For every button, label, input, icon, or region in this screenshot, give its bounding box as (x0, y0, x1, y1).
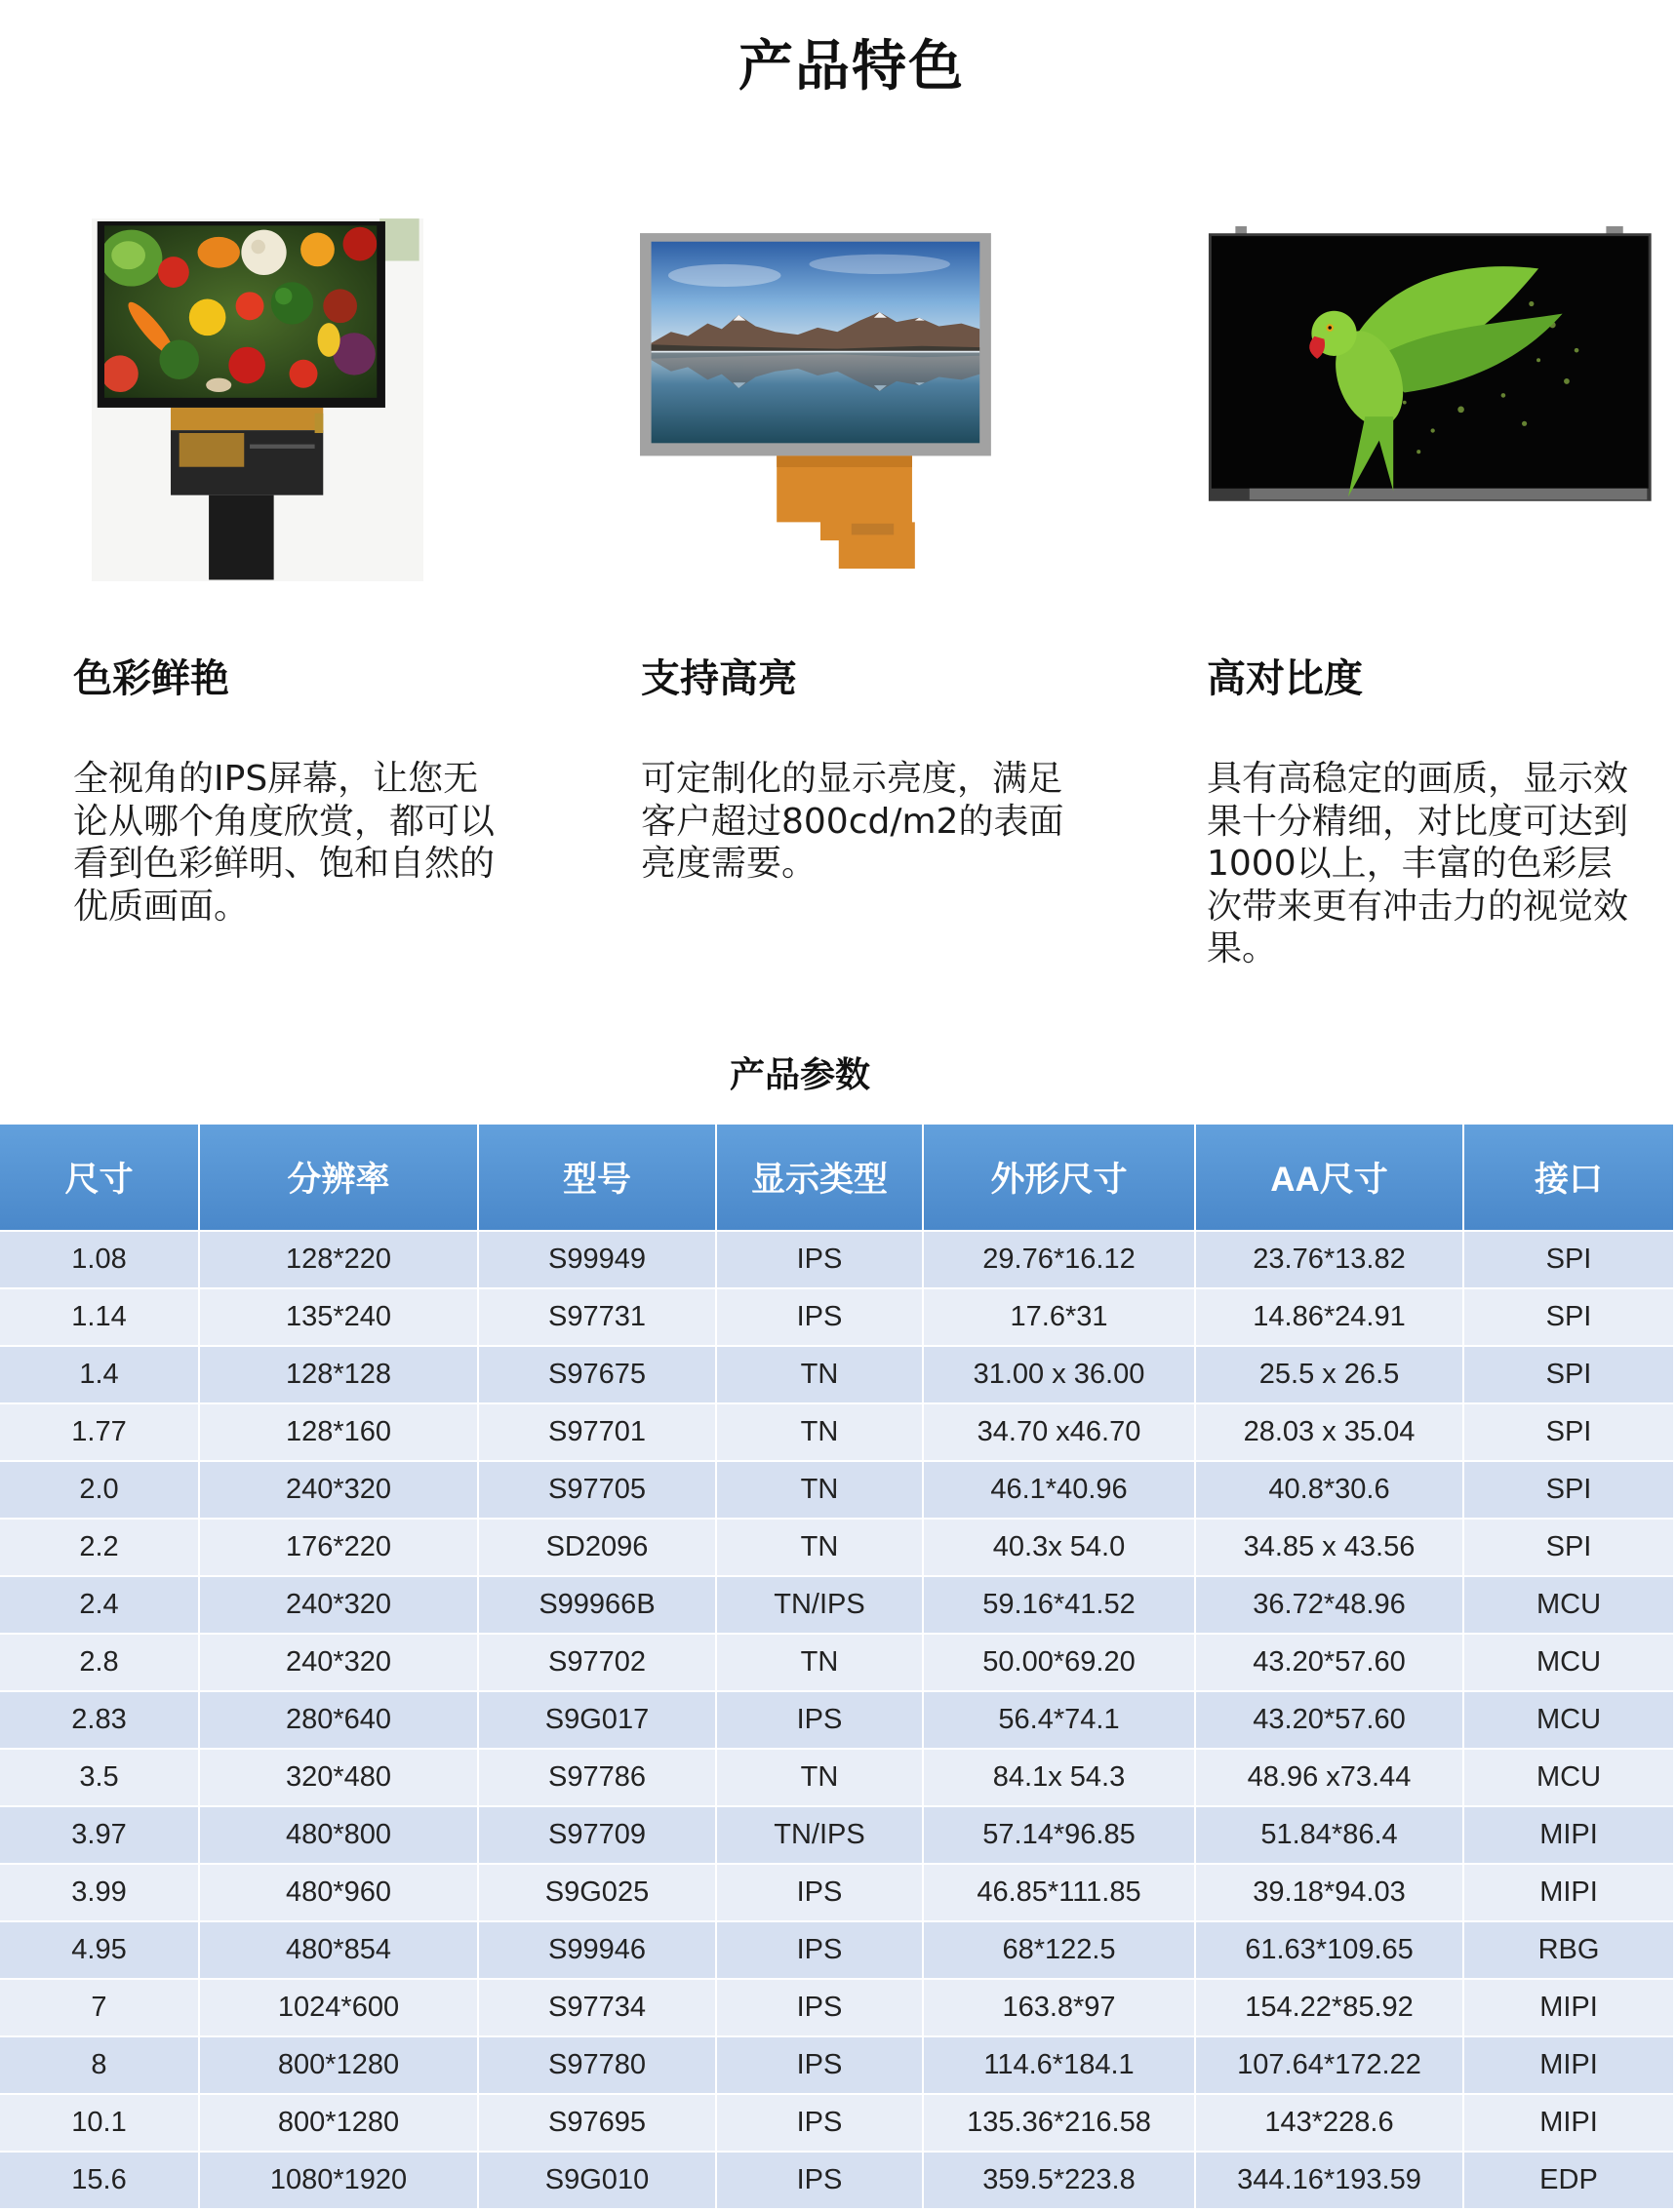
table-cell: 114.6*184.1 (924, 2037, 1196, 2093)
table-cell: 39.18*94.03 (1196, 1865, 1464, 1920)
table-row (0, 1863, 1673, 1920)
table-cell: TN (717, 1635, 924, 1690)
table-cell: 34.85 x 43.56 (1196, 1520, 1464, 1575)
table-cell: 57.14*96.85 (924, 1807, 1196, 1863)
lcd-module-image-brightness (640, 233, 1014, 572)
description-line: 果十分精细，对比度可达到 (1207, 801, 1629, 842)
lcd-module-image-color (92, 218, 423, 581)
table-cell: 1.08 (0, 1232, 200, 1287)
table-cell: IPS (717, 1980, 924, 2035)
table-row (0, 1748, 1673, 1805)
table-cell: IPS (717, 1865, 924, 1920)
table-cell: 15.6 (0, 2153, 200, 2208)
table-cell: 800*1280 (200, 2095, 479, 2151)
table-cell: 359.5*223.8 (924, 2153, 1196, 2208)
table-cell: 480*800 (200, 1807, 479, 1863)
params-table (0, 1125, 1673, 2208)
table-cell: S97675 (479, 1347, 717, 1402)
table-cell: TN/IPS (717, 1807, 924, 1863)
table-cell: 1.77 (0, 1404, 200, 1460)
table-row (0, 1287, 1673, 1345)
table-cell: 128*220 (200, 1232, 479, 1287)
feature-description (73, 758, 495, 928)
table-cell: MIPI (1539, 1876, 1598, 1908)
description-line: 论从哪个角度欣赏，都可以 (73, 801, 496, 842)
table-cell: 46.1*40.96 (924, 1462, 1196, 1518)
table-cell: SPI (1545, 1416, 1592, 1447)
table-cell: S99949 (479, 1232, 717, 1287)
table-row (0, 2035, 1673, 2093)
table-cell: 14.86*24.91 (1196, 1289, 1464, 1345)
table-cell: IPS (717, 2153, 924, 2208)
description-line: 看到色彩鲜明、饱和自然的 (73, 844, 496, 884)
table-cell: SPI (1545, 1244, 1592, 1275)
table-cell: RBG (1537, 1934, 1600, 1965)
table-row (0, 1575, 1673, 1633)
table-cell: 128*128 (200, 1347, 479, 1402)
header-cell-active-area: AA尺寸 (1196, 1125, 1464, 1230)
description-line: 亮度需要。 (641, 844, 818, 884)
table-cell: SPI (1545, 1474, 1592, 1505)
table-cell: S9G017 (479, 1692, 717, 1748)
table-cell: 3.97 (0, 1807, 200, 1863)
table-row (0, 1920, 1673, 1978)
table-row (0, 1690, 1673, 1748)
table-cell: 2.4 (0, 1577, 200, 1633)
table-cell: MCU (1536, 1589, 1602, 1620)
feature-heading: 色彩鲜艳 (73, 656, 229, 701)
table-row (0, 1518, 1673, 1575)
header-cell-display-type: 显示类型 (717, 1125, 924, 1230)
table-cell: MIPI (1539, 2049, 1598, 2080)
feature-brightness (641, 655, 1063, 886)
feature-heading: 支持高亮 (641, 656, 797, 701)
table-cell: S97709 (479, 1807, 717, 1863)
table-cell: 320*480 (200, 1750, 479, 1805)
table-cell: 143*228.6 (1196, 2095, 1464, 2151)
description-line: 客户超过800cd/m2的表面 (641, 801, 1064, 842)
table-cell: 17.6*31 (924, 1289, 1196, 1345)
lcd-module-image-contrast (1207, 226, 1655, 508)
header-cell-resolution: 分辨率 (200, 1125, 479, 1230)
table-cell: 31.00 x 36.00 (924, 1347, 1196, 1402)
table-cell: 2.83 (0, 1692, 200, 1748)
table-cell: MCU (1536, 1761, 1602, 1793)
table-cell: 29.76*16.12 (924, 1232, 1196, 1287)
table-cell: MIPI (1539, 2107, 1598, 2138)
table-cell: TN/IPS (717, 1577, 924, 1633)
table-row (0, 1805, 1673, 1863)
table-cell: 3.99 (0, 1865, 200, 1920)
table-cell: 135.36*216.58 (924, 2095, 1196, 2151)
table-cell: 800*1280 (200, 2037, 479, 2093)
table-row (0, 1633, 1673, 1690)
table-cell: 1.4 (0, 1347, 200, 1402)
table-row (0, 1402, 1673, 1460)
table-cell: TN (717, 1520, 924, 1575)
table-cell: S97731 (479, 1289, 717, 1345)
table-cell: S97695 (479, 2095, 717, 2151)
description-line: 果。 (1207, 928, 1278, 968)
table-cell: TN (717, 1750, 924, 1805)
params-title: 产品参数 (730, 1055, 871, 1095)
table-cell: S97734 (479, 1980, 717, 2035)
table-cell: 2.2 (0, 1520, 200, 1575)
page-title: 产品特色 (738, 35, 965, 99)
table-cell: 2.0 (0, 1462, 200, 1518)
table-cell: 1080*1920 (200, 2153, 479, 2208)
description-line: 优质画面。 (73, 886, 250, 927)
table-cell: S97780 (479, 2037, 717, 2093)
table-cell: 240*320 (200, 1462, 479, 1518)
table-row (0, 1345, 1673, 1402)
header-cell-model: 型号 (479, 1125, 717, 1230)
feature-color (73, 655, 495, 928)
table-cell: 128*160 (200, 1404, 479, 1460)
table-row (0, 2151, 1673, 2208)
table-cell: 40.3x 54.0 (924, 1520, 1196, 1575)
table-cell: 25.5 x 26.5 (1196, 1347, 1464, 1402)
table-cell: TN (717, 1462, 924, 1518)
table-cell: IPS (717, 1692, 924, 1748)
table-cell: SPI (1545, 1301, 1592, 1332)
feature-heading: 高对比度 (1207, 656, 1363, 701)
table-cell: SPI (1545, 1359, 1592, 1390)
table-cell: 240*320 (200, 1577, 479, 1633)
description-line: 全视角的IPS屏幕，让您无 (73, 759, 479, 799)
table-cell: 10.1 (0, 2095, 200, 2151)
table-cell: 176*220 (200, 1520, 479, 1575)
table-cell: TN (717, 1404, 924, 1460)
description-line: 1000以上，丰富的色彩层 (1207, 844, 1613, 884)
table-cell: MCU (1536, 1646, 1602, 1678)
table-cell: 23.76*13.82 (1196, 1232, 1464, 1287)
table-cell: 2.8 (0, 1635, 200, 1690)
table-cell: S97705 (479, 1462, 717, 1518)
table-cell: 40.8*30.6 (1196, 1462, 1464, 1518)
table-cell: 34.70 x46.70 (924, 1404, 1196, 1460)
table-cell: 480*854 (200, 1922, 479, 1978)
table-cell: 135*240 (200, 1289, 479, 1345)
table-cell: 280*640 (200, 1692, 479, 1748)
table-cell: 59.16*41.52 (924, 1577, 1196, 1633)
description-line: 具有高稳定的画质，显示效 (1207, 759, 1629, 799)
table-cell: MIPI (1539, 1819, 1598, 1850)
feature-description (641, 758, 1063, 886)
table-cell: 154.22*85.92 (1196, 1980, 1464, 2035)
table-cell: MCU (1536, 1704, 1602, 1735)
table-cell: 43.20*57.60 (1196, 1635, 1464, 1690)
table-row (0, 1230, 1673, 1287)
table-cell: 56.4*74.1 (924, 1692, 1196, 1748)
table-cell: 50.00*69.20 (924, 1635, 1196, 1690)
table-cell: 68*122.5 (924, 1922, 1196, 1978)
feature-description (1207, 758, 1628, 970)
table-cell: IPS (717, 1289, 924, 1345)
table-cell: 48.96 x73.44 (1196, 1750, 1464, 1805)
table-cell: SD2096 (479, 1520, 717, 1575)
table-cell: 36.72*48.96 (1196, 1577, 1464, 1633)
table-cell: TN (717, 1347, 924, 1402)
table-cell: 43.20*57.60 (1196, 1692, 1464, 1748)
table-cell: IPS (717, 2037, 924, 2093)
table-cell: 3.5 (0, 1750, 200, 1805)
table-cell: 344.16*193.59 (1196, 2153, 1464, 2208)
description-line: 可定制化的显示亮度，满足 (641, 759, 1063, 799)
table-cell: IPS (717, 1922, 924, 1978)
table-row (0, 1460, 1673, 1518)
header-cell-size: 尺寸 (0, 1125, 200, 1230)
table-cell: IPS (717, 2095, 924, 2151)
table-cell: IPS (717, 1232, 924, 1287)
table-cell: 46.85*111.85 (924, 1865, 1196, 1920)
table-cell: 163.8*97 (924, 1980, 1196, 2035)
table-cell: 107.64*172.22 (1196, 2037, 1464, 2093)
table-cell: S99946 (479, 1922, 717, 1978)
table-header-row (0, 1125, 1673, 1230)
table-row (0, 1978, 1673, 2035)
feature-contrast (1207, 655, 1628, 970)
table-row (0, 2093, 1673, 2151)
table-cell: S9G010 (479, 2153, 717, 2208)
table-cell: 240*320 (200, 1635, 479, 1690)
description-line: 次带来更有冲击力的视觉效 (1207, 886, 1629, 927)
table-cell: 51.84*86.4 (1196, 1807, 1464, 1863)
table-cell: 1.14 (0, 1289, 200, 1345)
table-cell: SPI (1545, 1531, 1592, 1562)
table-cell: 7 (0, 1980, 200, 2035)
table-cell: S97702 (479, 1635, 717, 1690)
table-cell: MIPI (1539, 1992, 1598, 2023)
table-cell: 61.63*109.65 (1196, 1922, 1464, 1978)
table-cell: 480*960 (200, 1865, 479, 1920)
table-cell: 1024*600 (200, 1980, 479, 2035)
table-cell: 4.95 (0, 1922, 200, 1978)
table-cell: 8 (0, 2037, 200, 2093)
header-cell-outline-size: 外形尺寸 (924, 1125, 1196, 1230)
table-cell: EDP (1539, 2164, 1598, 2195)
table-cell: S97701 (479, 1404, 717, 1460)
table-cell: S9G025 (479, 1865, 717, 1920)
table-cell: S97786 (479, 1750, 717, 1805)
table-cell: 84.1x 54.3 (924, 1750, 1196, 1805)
table-cell: 28.03 x 35.04 (1196, 1404, 1464, 1460)
table-cell: S99966B (479, 1577, 717, 1633)
header-cell-interface: 接口 (1534, 1161, 1603, 1199)
